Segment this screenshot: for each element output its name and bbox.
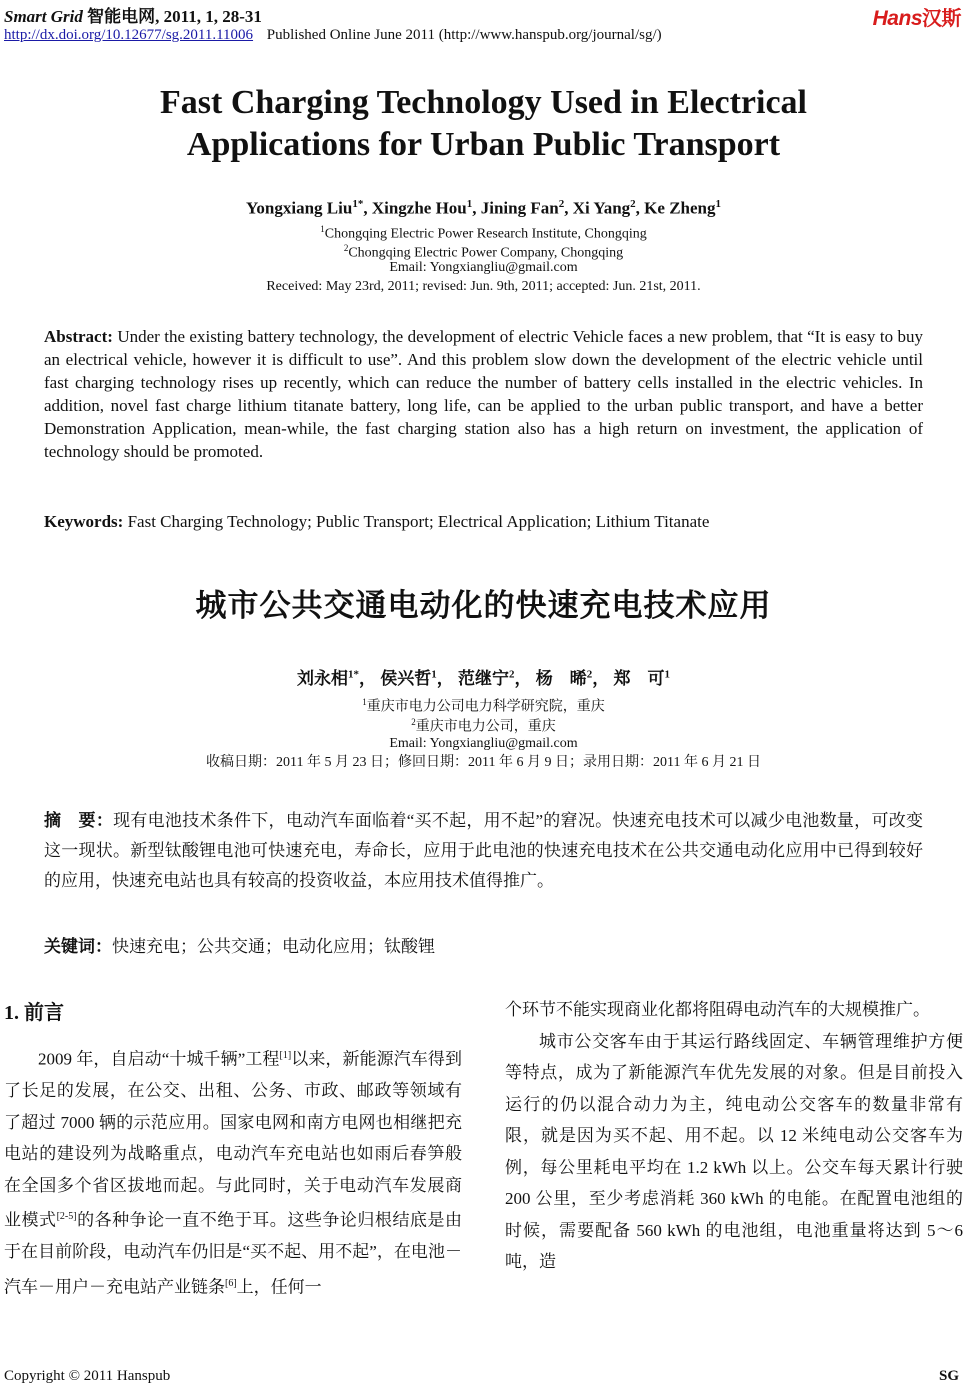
affiliation-text: Chongqing Electric Power Company, Chongqing	[348, 245, 624, 261]
author: Xi Yang	[572, 198, 631, 218]
author-sup: 2	[509, 668, 515, 681]
body-text: 以来，新能源汽车得到了长足的发展，在公交、出租、公务、市政、邮政等领域有了超过 7000 辆的示范应用。国家电网和南方电网也相继把充电站的建设列为战略重点，电动汽车充电站也如雨后春笋般在全国多个省区拔地而起。与此同时，关于电动汽车发展商业模式	[4, 1049, 462, 1230]
author: 范继宁	[458, 669, 509, 688]
body-column-right	[505, 994, 963, 1278]
keywords-label: Keywords:	[44, 512, 124, 531]
chinese-title: 城市公共交通电动化的快速充电技术应用	[195, 588, 772, 624]
affiliation-sup: 1	[362, 697, 367, 707]
author-sup: 2	[586, 668, 593, 681]
english-received-dates: Received: May 23rd, 2011; revised: Jun. 9th, 2011; accepted: Jun. 21st, 2011.	[266, 279, 701, 294]
body-text: 上，任何一	[236, 1277, 322, 1297]
logo-text-en: Hans	[872, 7, 922, 30]
publisher-logo	[873, 2, 961, 31]
english-title	[0, 82, 967, 166]
author-sup: 1*	[348, 668, 359, 681]
body-text: 2009 年，自启动“十城千辆”工程	[38, 1049, 280, 1069]
chinese-dates: 收稿日期：2011 年 5 月 23 日；修回日期：2011 年 6 月 9 日；录用日期：2011 年 6 月 21 日	[206, 755, 761, 770]
author-sup: 1	[664, 668, 670, 681]
author: 刘永相	[297, 669, 348, 688]
body-paragraph: 城市公交客车由于其运行路线固定、车辆管理维护方便等特点，成为了新能源汽车优先发展的对象。但是目前投入运行的仍以混合动力为主，纯电动公交客车的数量非常有限，就是因为买不起、用不起。以 12 米纯电动公交客车为例，每公里耗电平均在 1.2 kWh 以上。公交车每天累计行驶 200 公里，至少考虑消耗 360 kWh 的电能。在配置电池组的时候，需要配备 560 kWh 的电池组，电池重量将达到 5～6 吨，造	[505, 1031, 963, 1271]
keywords-label-cn: 关键词：	[44, 937, 112, 956]
journal-name-cn: 智能电网	[87, 7, 156, 26]
english-title-line-1: Fast Charging Technology Used in Electrical	[160, 84, 807, 121]
english-abstract	[44, 325, 923, 463]
abstract-label-cn: 摘 要：	[44, 811, 114, 830]
english-title-line-2: Applications for Urban Public Transport	[186, 126, 781, 163]
english-email: Email: Yongxiangliu@gmail.com	[389, 260, 578, 275]
citation-ref[interactable]: [6]	[225, 1277, 237, 1289]
footer-journal-abbr: SG	[938, 1368, 959, 1384]
body-paragraph: 个环节不能实现商业化都将阻碍电动汽车的大规模推广。	[505, 1000, 930, 1019]
logo-text-cn: 汉斯	[922, 8, 961, 30]
english-authors: Yongxiang Liu$^{1*}$, Xingzhe Hou$^1$, Jining Fan$^2$, Xi Yang$^2$, Ke Zheng$^1$	[246, 198, 721, 218]
chinese-authors: 刘永相$^{1*}$， 侯兴哲$^1$， 范继宁$^2$， 杨 晞$^2$， 郑 可$^1$	[297, 668, 670, 688]
chinese-abstract	[44, 806, 923, 896]
affiliation-text: 重庆市电力公司，重庆	[415, 719, 556, 735]
english-keywords	[44, 510, 923, 533]
affiliation-sup: 2	[343, 243, 349, 253]
author: Xingzhe Hou	[371, 198, 467, 218]
author: 侯兴哲	[380, 669, 432, 688]
section-heading-introduction: 1. 前言	[4, 1002, 64, 1024]
keywords-text-cn: 快速充电；公共交通；电动化应用；钛酸锂	[112, 937, 435, 956]
chinese-email: Email: Yongxiangliu@gmail.com	[389, 736, 578, 751]
footer-copyright: Copyright © 2011 Hanspub	[4, 1368, 171, 1384]
author-sup: 1*	[352, 198, 364, 210]
keywords-text: Fast Charging Technology; Public Transport; Electrical Application; Lithium Titanate	[123, 512, 710, 531]
affiliation-text: 重庆市电力公司电力科学研究院，重庆	[366, 699, 605, 715]
affiliation-text: Chongqing Electric Power Research Institute, Chongqing	[324, 226, 647, 242]
author: Yongxiang Liu	[246, 198, 353, 218]
author-sup: 1	[715, 198, 721, 210]
journal-citation	[4, 2, 262, 27]
journal-name: Smart Grid	[4, 7, 83, 26]
author-sup: 1	[466, 198, 473, 210]
citation-ref[interactable]: [1]	[279, 1050, 292, 1061]
body-column-left	[4, 1040, 462, 1303]
abstract-text-cn: 现有电池技术条件下，电动汽车面临着“买不起，用不起”的窘况。快速充电技术可以减少电池数量，可改变这一现状。新型钛酸锂电池可快速充电，寿命长，应用于此电池的快速充电技术在公共交通电动化应用中已得到较好的应用，快速充电站也具有较高的投资收益，本应用技术值得推广。	[44, 811, 923, 890]
body-text: 的各种争论一直不绝于耳。这些争论归根结底是由于在目前阶段，电动汽车仍旧是“买不起、用不起”，在电池－汽车－用户－充电站产业链条	[4, 1210, 463, 1297]
author-sup: 2	[558, 198, 565, 210]
abstract-label: Abstract:	[44, 327, 113, 346]
author: 杨 晞	[535, 669, 587, 688]
affiliation-sup: 1	[320, 224, 325, 234]
journal-issue: , 2011, 1, 28-31	[155, 7, 262, 26]
author: 郑 可	[613, 669, 665, 688]
author: Ke Zheng	[644, 198, 716, 218]
author-sup: 2	[630, 198, 636, 210]
body-paragraph	[4, 1040, 462, 1303]
citation-ref[interactable]: [2-5]	[56, 1211, 77, 1223]
abstract-text: Under the existing battery technology, the development of electric Vehicle faces a new problem, that “It is easy to buy an electrical vehicle, however it is difficult to use”. And this problem slow down the development of the electric vehicle until fast charging technology rises up recently, which can reduce the number of battery cells installed in the electric vehicles. In addition, novel fast charge lithium titanate battery, long life, can be applied to the urban public transport, and have a better Demonstration Application, mean-while, the fast charging station also has a high return on investment, the application of technology should be promoted.	[44, 327, 923, 461]
author-sup: 1	[431, 668, 437, 681]
chinese-keywords	[44, 932, 435, 957]
author: Jining Fan	[480, 198, 559, 218]
published-online: Published Online June 2011 (http://www.hanspub.org/journal/sg/)	[266, 27, 662, 43]
affiliation-sup: 2	[411, 717, 416, 727]
doi-line	[4, 27, 662, 44]
doi-link[interactable]: http://dx.doi.org/10.12677/sg.2011.11006	[4, 27, 254, 43]
